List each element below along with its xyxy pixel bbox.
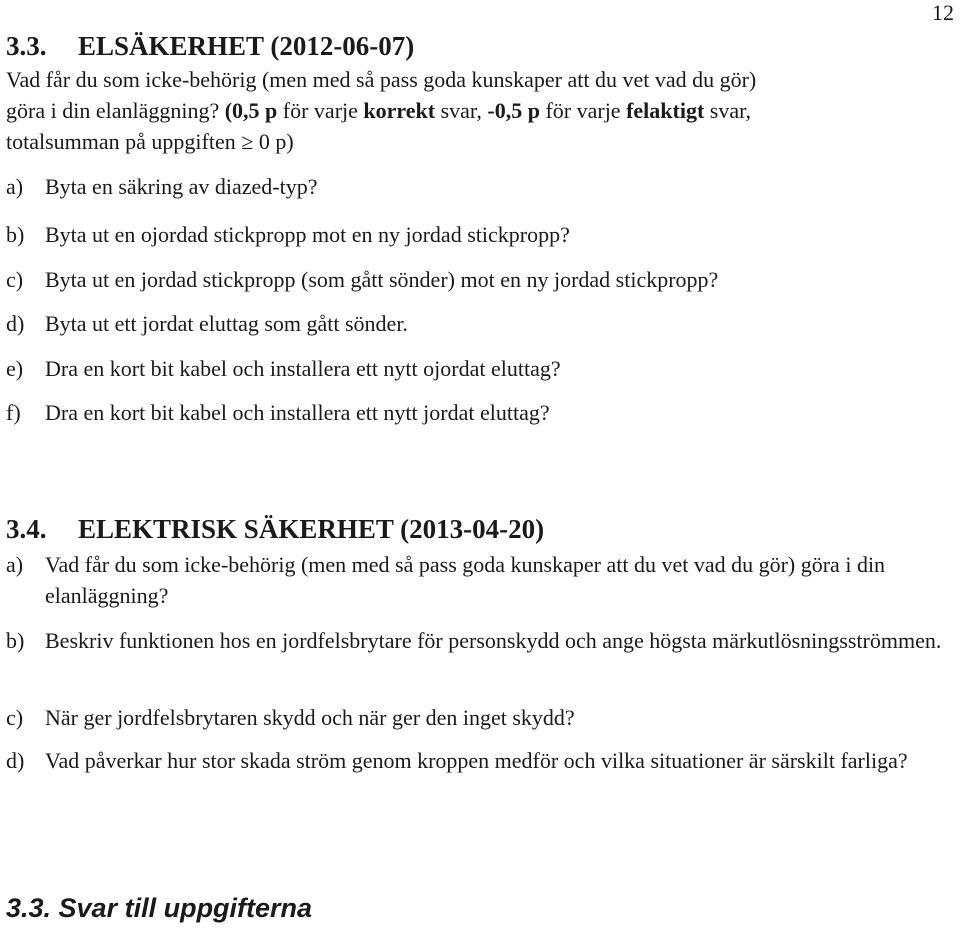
item-label: b) — [6, 628, 25, 653]
item-text: Byta en säkring av diazed-typ? — [45, 174, 318, 199]
intro-bold: felaktigt — [626, 98, 705, 123]
intro-text: svar, — [704, 98, 752, 123]
intro-text: totalsumman på uppgiften — [6, 129, 242, 154]
question-item — [6, 625, 946, 656]
item-label: b) — [6, 222, 25, 247]
section-intro — [6, 64, 946, 157]
intro-bold: korrekt — [363, 98, 436, 123]
question-item — [6, 549, 946, 611]
section-title: ELSÄKERHET (2012-06-07) — [78, 31, 415, 61]
item-text: Dra en kort bit kabel och installera ett nytt ojordat eluttag? — [45, 356, 561, 381]
intro-text: svar, — [435, 98, 488, 123]
item-text: Beskriv funktionen hos en jordfelsbrytare för personskydd och ange högsta märkutlösningsströmmen. — [45, 628, 942, 653]
intro-line-3 — [6, 126, 946, 157]
question-item — [6, 397, 946, 428]
item-label: a) — [6, 552, 24, 577]
intro-text: för varje — [277, 98, 364, 123]
page-number: 12 — [932, 0, 954, 25]
section-number: 3.4. — [6, 514, 47, 544]
intro-line-1: Vad får du som icke-behörig (men med så pass goda kunskaper att du vet vad du gör) — [6, 67, 757, 92]
item-text: Byta ut en ojordad stickpropp mot en ny jordad stickpropp? — [45, 222, 570, 247]
item-text: Vad får du som icke-behörig (men med så pass goda kunskaper att du vet vad du gör) göra i din elanläggning? — [45, 552, 886, 608]
question-item — [6, 308, 946, 339]
item-text: Vad påverkar hur stor skada ström genom kroppen medför och vilka situationer är särskilt farliga? — [45, 748, 908, 773]
question-item — [6, 353, 946, 384]
section-heading-elektrisk-sakerhet — [6, 514, 544, 545]
item-label: d) — [6, 311, 25, 336]
intro-text: göra i din elanläggning? — [6, 98, 225, 123]
question-item — [6, 702, 946, 733]
item-label: c) — [6, 705, 24, 730]
item-label: e) — [6, 356, 24, 381]
answers-heading: 3.3. Svar till uppgifterna — [6, 893, 313, 923]
section-title: ELEKTRISK SÄKERHET (2013-04-20) — [78, 514, 545, 544]
question-item — [6, 171, 946, 202]
item-label: c) — [6, 267, 24, 292]
item-text: Byta ut ett jordat eluttag som gått sönder. — [45, 311, 408, 336]
greater-equal-symbol: ≥ — [241, 129, 254, 154]
item-text: Byta ut en jordad stickpropp (som gått sönder) mot en ny jordad stickpropp? — [45, 267, 719, 292]
section-heading-elsakerhet — [6, 31, 414, 62]
item-label: d) — [6, 748, 25, 773]
question-item — [6, 219, 946, 250]
intro-text: 0 p) — [253, 129, 294, 154]
intro-text: för varje — [539, 98, 627, 123]
section-number: 3.3. — [6, 31, 47, 61]
question-item — [6, 745, 946, 776]
item-label: a) — [6, 174, 24, 199]
item-text: Dra en kort bit kabel och installera ett nytt jordat eluttag? — [45, 400, 550, 425]
item-label: f) — [6, 400, 21, 425]
intro-line-2 — [6, 95, 946, 126]
intro-bold: (0,5 p — [224, 98, 278, 123]
intro-bold: -0,5 p — [487, 98, 540, 123]
question-item — [6, 264, 946, 295]
item-text: När ger jordfelsbrytaren skydd och när ger den inget skydd? — [45, 705, 575, 730]
